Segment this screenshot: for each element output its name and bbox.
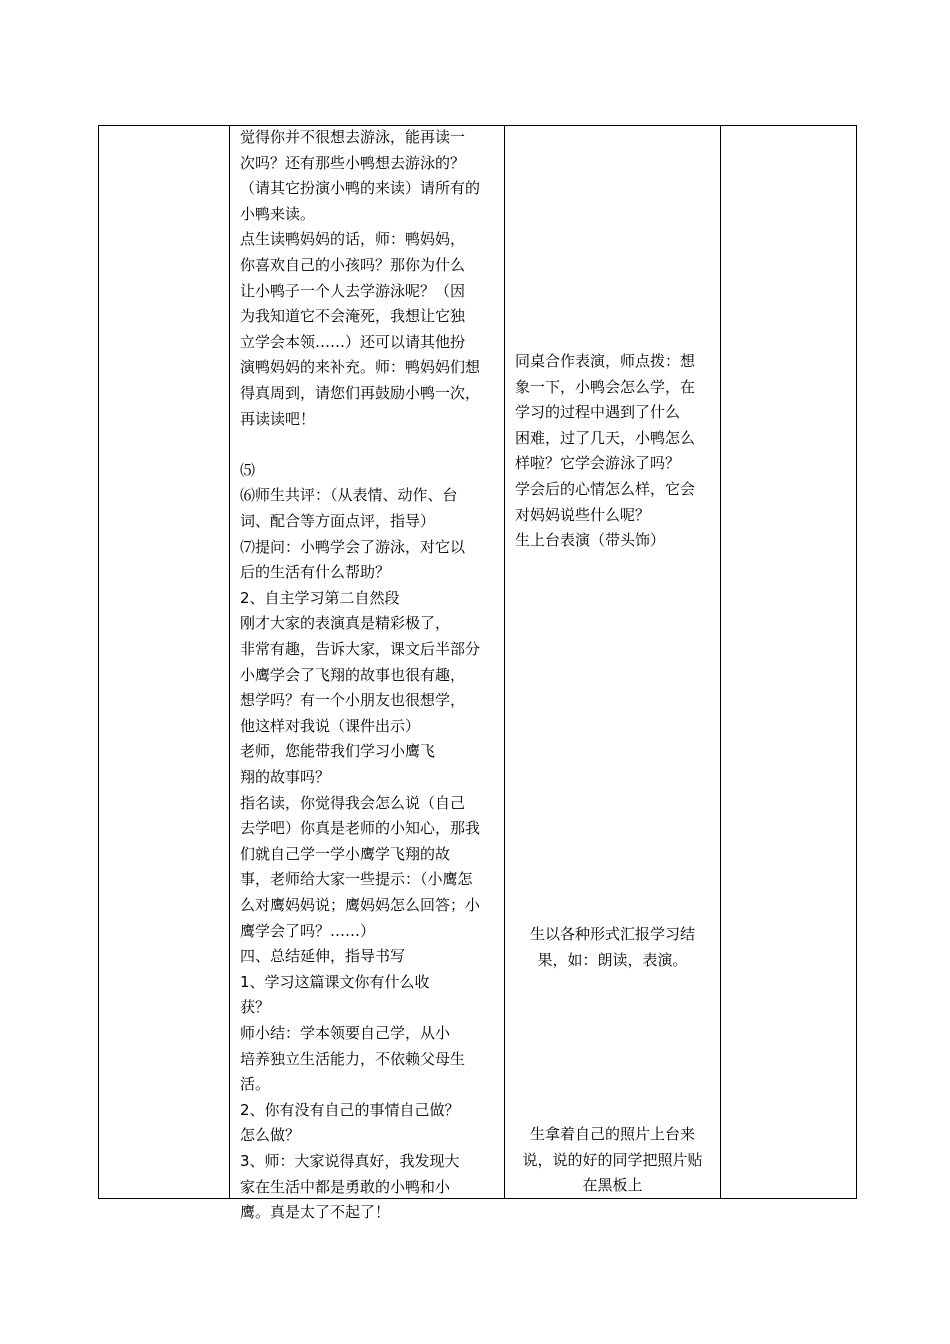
teacher-text-line: 刚才大家的表演真是精彩极了，: [240, 614, 451, 633]
student-text-line: 困难，过了几天，小鸭怎么: [515, 428, 696, 447]
teacher-text-line: 小鹰学会了飞翔的故事也很有趣，: [240, 665, 466, 684]
student-text-line: 学习的过程中遇到了什么: [515, 403, 681, 422]
teacher-text-line: 家在生活中都是勇敢的小鸭和小: [240, 1177, 451, 1196]
teacher-text-line: 么对鹰妈妈说；鹰妈妈怎么回答；小: [240, 896, 481, 914]
left-margin-cell: [99, 126, 230, 1199]
teacher-text-line: （请其它扮演小鸭的来读）请所有的: [240, 179, 481, 198]
teacher-activity-cell: [230, 126, 505, 1222]
teacher-text-line: 事，老师给大家一些提示：（小鹰怎: [240, 870, 473, 889]
lesson-plan-table: [98, 125, 857, 1222]
teacher-text-line: 去学吧）你真是老师的小知心，那我: [240, 819, 481, 838]
teacher-text-line: 指名读，你觉得我会怎么说（自己: [240, 793, 466, 812]
teacher-text-line: 鹰学会了吗？……）: [240, 921, 376, 940]
notes-cell: [721, 126, 857, 1199]
student-activity-cell: [505, 126, 721, 1199]
teacher-text-line: ⑺提问：小鸭学会了游泳，对它以: [240, 537, 466, 556]
teacher-text-line: 他这样对我说（课件出示）: [240, 716, 421, 735]
student-text-line: 同桌合作表演，师点拨：想: [515, 352, 696, 370]
teacher-text-line: 1、学习这篇课文你有什么收: [240, 972, 430, 991]
teacher-text-line: 师小结：学本领要自己学，从小: [240, 1024, 451, 1042]
table-row: [99, 126, 857, 1199]
teacher-text-line: 让小鸭子一个人去学游泳呢？（因: [240, 281, 466, 300]
teacher-text-line: 再读读吧！: [240, 409, 316, 428]
student-text-line: 学会后的心情怎么样，它会: [515, 480, 696, 498]
teacher-text-line: 点生读鸭妈妈的话，师：鸭妈妈，: [240, 230, 466, 249]
student-text-line: 生以各种形式汇报学习结: [529, 925, 695, 943]
student-text-line: 果，如：朗读，表演。: [537, 950, 688, 969]
teacher-text-line: 四、总结延伸，指导书写: [240, 947, 406, 966]
student-text-line: 对妈妈说些什么呢？: [515, 505, 651, 524]
teacher-text-line: 2、你有没有自己的事情自己做？: [240, 1100, 460, 1119]
teacher-text-line: 活。: [240, 1075, 271, 1094]
teacher-text-line: 立学会本领……）还可以请其他扮: [240, 332, 466, 351]
student-text-line: 在黑板上: [582, 1176, 643, 1195]
teacher-text-line: 次吗？还有那些小鸭想去游泳的？: [240, 153, 466, 172]
teacher-text-line: ⑹师生共评：（从表情、动作、台: [240, 486, 458, 505]
teacher-text-line: 获？: [240, 998, 271, 1017]
teacher-text-line: 培养独立生活能力，不依赖父母生: [240, 1049, 466, 1068]
teacher-text-line: 为我知道它不会淹死，我想让它独: [240, 307, 466, 326]
teacher-text-line: 老师，您能带我们学习小鹰飞: [240, 742, 436, 761]
teacher-text-line: 后的生活有什么帮助？: [240, 563, 391, 582]
teacher-text-line: 觉得你并不很想去游泳，能再读一: [240, 128, 466, 146]
teacher-text-line: 你喜欢自己的小孩吗？那你为什么: [240, 256, 466, 274]
teacher-text-line: 演鸭妈妈的来补充。师：鸭妈妈们想: [240, 358, 481, 377]
teacher-text-line: 词、配合等方面点评，指导）: [240, 512, 436, 530]
student-text-line: 象一下，小鸭会怎么学，在: [515, 377, 696, 396]
teacher-text-line: 小鸭来读。: [240, 204, 316, 223]
teacher-text-line: 2、自主学习第二自然段: [240, 588, 400, 607]
teacher-text-line: 想学吗？有一个小朋友也很想学，: [240, 691, 466, 710]
teacher-text-line: 翔的故事吗？: [240, 768, 331, 786]
teacher-text-line: ⑸: [240, 460, 256, 479]
teacher-text-line: 鹰。真是太了不起了！: [240, 1203, 391, 1222]
teacher-text-line: 得真周到，请您们再鼓励小鸭一次，: [240, 384, 481, 402]
teacher-text-line: 们就自己学一学小鹰学飞翔的故: [240, 844, 451, 863]
student-text-line: 生拿着自己的照片上台来: [529, 1125, 695, 1143]
teacher-text-line: 3、师：大家说得真好，我发现大: [240, 1152, 460, 1170]
teacher-text-line: 非常有趣，告诉大家，课文后半部分: [240, 640, 481, 658]
student-text-line: 样啦？它学会游泳了吗？: [515, 454, 681, 473]
teacher-text-line: 怎么做？: [240, 1126, 301, 1145]
student-text-line: 生上台表演（带头饰）: [515, 531, 666, 550]
student-text-line: 说，说的好的同学把照片贴: [522, 1150, 703, 1169]
